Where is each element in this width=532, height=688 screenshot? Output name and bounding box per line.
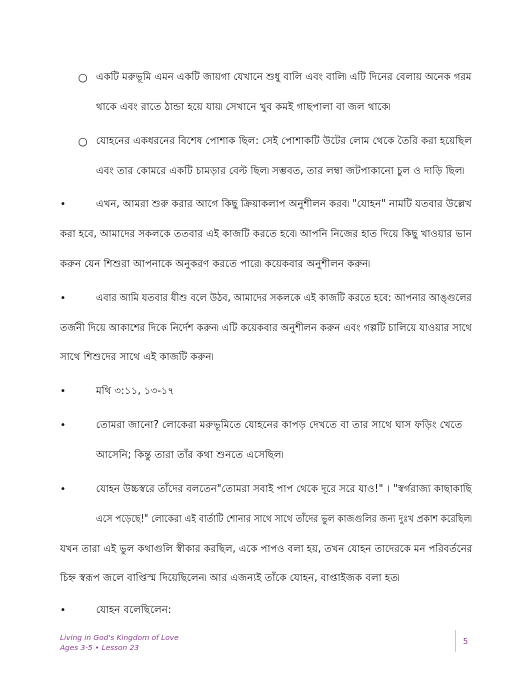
paragraph-line: সাথে শিশুদের সাথে এই কাজটি করুন৷ <box>60 352 214 363</box>
paragraph-line: একটি মরুভূমি এমন একটি জায়গা যেখানে শুধু বালি এবং বালি৷ এটি দিনের বেলায় অনেক গরম <box>96 72 472 83</box>
bullet-marker: • <box>60 293 66 304</box>
bullet-marker: • <box>60 605 66 616</box>
bullet-marker: • <box>60 484 66 495</box>
paragraph-line: যোহন উচ্চস্বরে তাঁদের বলতেন"তোমরা সবাই পাপ থেকে দূরে সরে যাও!" । "স্বর্গরাজ্য কাছাকাছি <box>96 484 472 495</box>
page-number: 5 <box>463 637 469 646</box>
sub-bullet-marker: ○ <box>78 135 88 148</box>
paragraph-line: থাকে এবং রাতে ঠান্ডা হয়ে যায়৷ সেখানে খুব কমই গাছপালা বা জল থাকে৷ <box>96 102 391 113</box>
footer-line-title: Living in God's Kingdom of Love <box>60 633 179 642</box>
paragraph-line: এসে পড়েছে!" লোকেরা এই বার্তাটি শোনার সাথে সাথে তাঁদের ভুল কাজগুলির জন্য দুঃখ প্রকাশ করেছিল৷ <box>96 514 472 525</box>
paragraph-line: এখন, আমরা শুরু করার আগে কিছু ক্রিয়াকলাপ অনুশীলন করব৷ "যোহন" নামটি যতবার উল্লেখ <box>96 199 472 210</box>
bullet-marker: • <box>60 420 66 431</box>
paragraph-line: যোহন বলেছিলেন: <box>96 605 172 616</box>
paragraph-line: তর্জনী দিয়ে আকাশের দিকে নির্দেশ করুন৷ এটি কয়েকবার অনুশীলন করুন এবং গল্পটি চালিয়ে যাওয়ার সাথে <box>60 323 472 334</box>
paragraph-line: যোহনের একধরনের বিশেষ পোশাক ছিল: সেই পোশাকটি উটের লোম থেকে তৈরি করা হয়েছিল <box>96 136 472 147</box>
paragraph-line: যখন তারা এই ভুল কথাগুলি স্বীকার করছিল, একে পাপও বলা হয়, তখন যোহন তাদেরকে মন পরিবর্তনের <box>60 544 473 555</box>
paragraph-line: চিহ্ন স্বরূপ জলে বাপ্তিস্ম দিয়েছিলেন৷ আর এজন্যই তাঁকে যোহন, বাপ্তাইজক বলা হত৷ <box>60 573 400 584</box>
footer-line-lesson: Ages 3-5 • Lesson 23 <box>60 643 139 652</box>
bullet-marker: • <box>60 386 66 397</box>
sub-bullet-marker: ○ <box>78 71 88 84</box>
paragraph-line: এবং তার কোমরে একটি চামড়ার বেল্ট ছিল৷ সম্ভবত, তার লম্বা জটপাকানো চুল ও দাড়ি ছিল৷ <box>96 166 465 177</box>
paragraph-line: করা হবে, আমাদের সকলকে ততবার এই কাজটি করতে হবে৷ আপনি নিজের হাত দিয়ে কিছু খাওয়ার ভান <box>60 229 472 240</box>
paragraph-line: এবার আমি যতবার যীশু বলে উঠব, আমাদের সকলকে এই কাজটি করতে হবে: আপনার আঙ্গুলের <box>96 293 472 304</box>
footer-title <box>60 633 179 653</box>
paragraph-line: করুন যেন শিশুরা আপনাকে অনুকরণ করতে পারে৷ কয়েকবার অনুশীলন করুন৷ <box>60 259 370 270</box>
bullet-marker: • <box>60 199 66 210</box>
scripture-reference: মথি ৩:১১, ১৩-১৭ <box>96 386 175 397</box>
footer-divider <box>455 630 456 652</box>
paragraph-line: আসেনি; কিন্তু তারা তাঁর কথা শুনতে এসেছিল৷ <box>96 450 284 461</box>
paragraph-line: তোমরা জানো? লোকেরা মরুভূমিতে যোহনের কাপড় দেখতে বা তার সাথে ঘাস ফড়িং খেতে <box>96 420 463 431</box>
